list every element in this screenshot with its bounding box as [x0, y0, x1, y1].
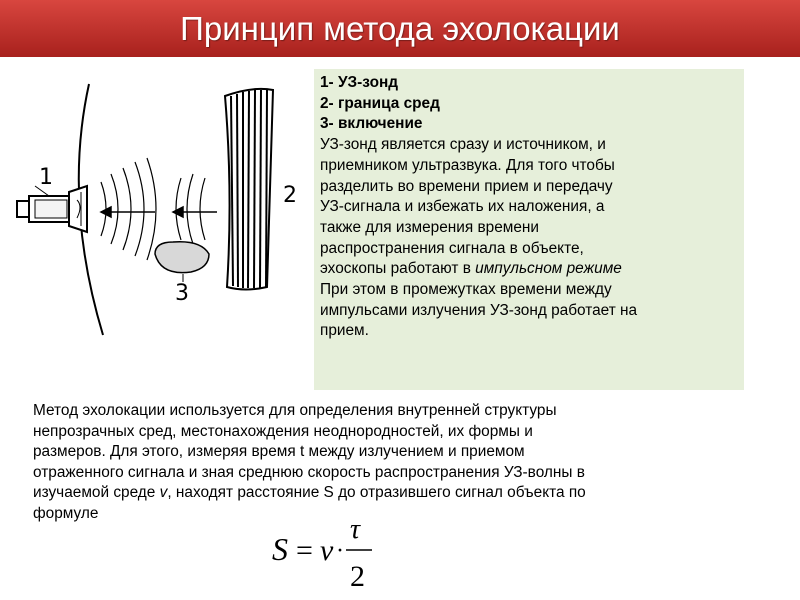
legend-mode-line — [320, 259, 744, 280]
body-line: отраженного сигнала и зная среднюю скорость распространения УЗ-волны в — [33, 463, 585, 481]
legend-desc-line: разделить во времени прием и передачу — [320, 177, 613, 195]
formula-dot: · — [336, 538, 344, 564]
legend-mode-prefix: эхоскопы работают в — [320, 260, 476, 278]
legend-item-probe: 1- УЗ-зонд — [320, 74, 399, 91]
diagram-label-1: 1 — [39, 165, 53, 190]
legend-box — [314, 69, 744, 390]
legend-desc-line: УЗ-сигнала и избежать их наложения, а — [320, 198, 605, 216]
velocity-symbol: v — [159, 484, 168, 502]
legend-desc-line: также для измерения времени — [320, 218, 540, 236]
legend-item-inclusion: 3- включение — [320, 115, 423, 133]
echolocation-diagram — [5, 82, 315, 337]
formula-tau: τ — [350, 514, 361, 545]
diagram-label-3: 3 — [175, 281, 189, 306]
diagram-label-2: 2 — [283, 183, 297, 208]
distance-formula — [268, 508, 378, 594]
legend-item-boundary: 2- граница сред — [320, 94, 440, 112]
legend-desc-line: приемником ультразвука. Для того чтобы — [320, 156, 615, 174]
body-line — [33, 483, 773, 504]
legend-tail-line: При этом в промежутках времени между — [320, 281, 612, 299]
media-boundary — [225, 89, 273, 290]
inclusion-shape — [155, 242, 209, 273]
title-bar — [0, 0, 800, 57]
body-line: Метод эхолокации используется для определения внутренней структуры — [33, 402, 557, 419]
body-line5-b: , находят расстояние S до отразившего сигнал объекта по — [167, 484, 586, 502]
formula-two: 2 — [350, 560, 365, 593]
formula-s: S — [272, 531, 288, 567]
body-line: формуле — [33, 504, 99, 522]
body-line5-a: изучаемой среде — [33, 484, 160, 502]
legend-mode-italic: импульсном режиме — [475, 260, 622, 278]
probe-icon — [17, 186, 87, 232]
body-line: размеров. Для этого, измеряя время t между излучением и приемом — [33, 443, 525, 461]
body-line: непрозрачных сред, местонахождения неоднородностей, их формы и — [33, 422, 533, 440]
legend-desc-line: распространения сигнала в объекте, — [320, 239, 584, 257]
legend-desc-line: УЗ-зонд является сразу и источником, и — [320, 136, 606, 154]
legend-tail-line: прием. — [320, 322, 369, 340]
formula-equals: = — [296, 534, 313, 567]
body-text — [33, 401, 773, 525]
slide-title: Принцип метода эхолокации — [180, 10, 620, 47]
formula-v: v — [320, 534, 334, 567]
legend-tail-line: импульсами излучения УЗ-зонд работает на — [320, 301, 638, 319]
